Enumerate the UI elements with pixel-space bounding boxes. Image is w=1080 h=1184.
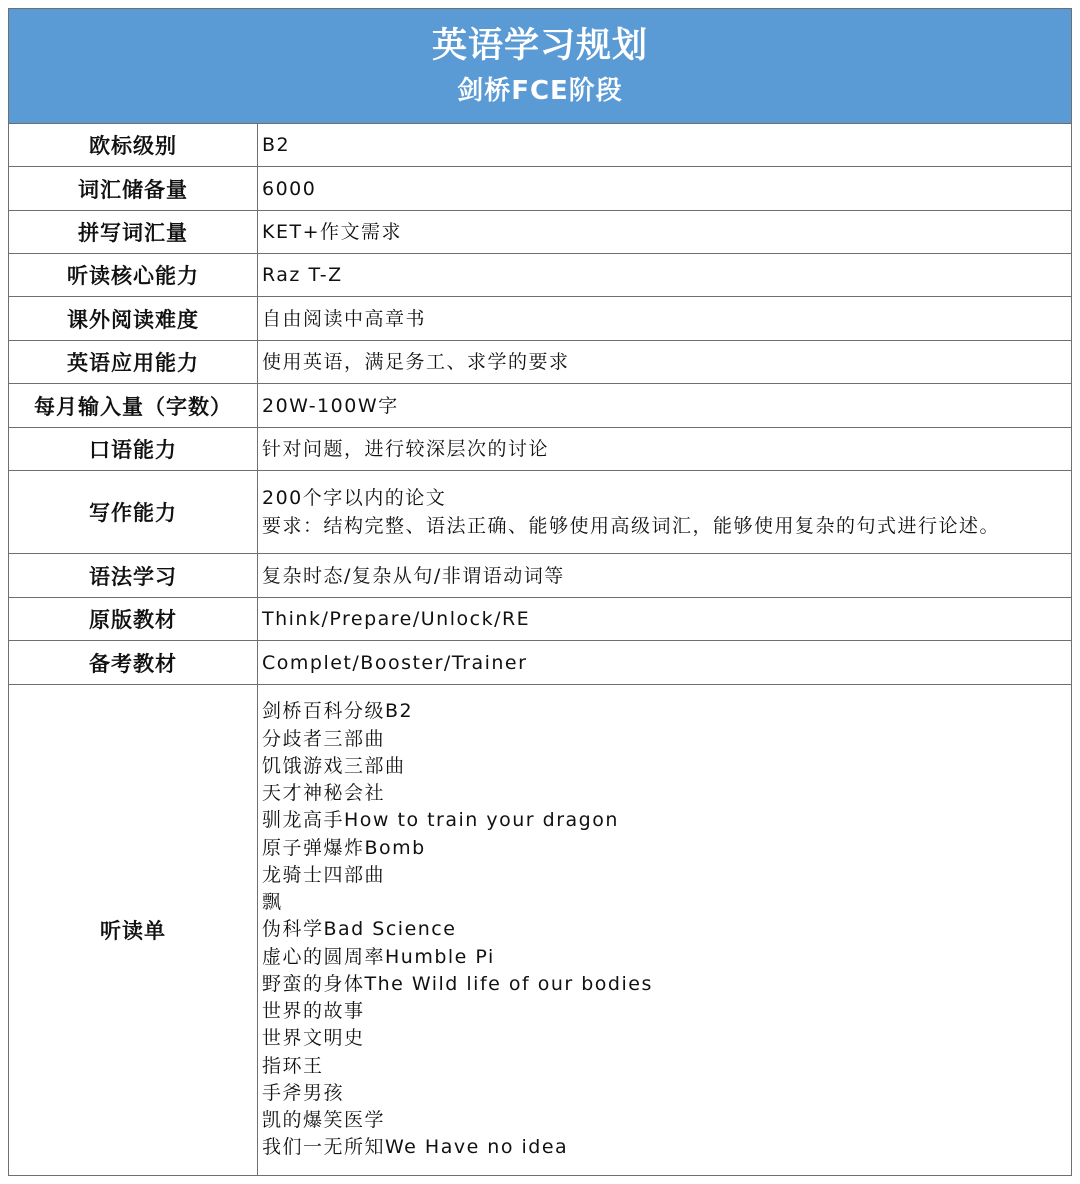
row-value — [258, 211, 1071, 253]
row-label: 写作能力 — [9, 471, 258, 553]
row-value — [258, 341, 1071, 383]
table-row-cefr-level — [9, 124, 1071, 167]
table-row-exam-textbooks — [9, 641, 1071, 685]
row-value-line: 复杂时态/复杂从句/非谓语动词等 — [262, 564, 565, 587]
table-row-speaking — [9, 428, 1071, 471]
row-value — [258, 428, 1071, 470]
page-title: 英语学习规划 — [431, 26, 648, 66]
table-row-application — [9, 341, 1071, 384]
table-header — [9, 9, 1071, 124]
row-value-line: Raz T-Z — [262, 264, 343, 286]
row-label: 词汇储备量 — [9, 167, 258, 210]
list-item: 原子弹爆炸Bomb — [262, 836, 426, 859]
row-value-line: 200个字以内的论文 — [262, 487, 447, 509]
reading-list — [258, 685, 1071, 1175]
table-row-reading-list — [9, 685, 1071, 1175]
row-label: 英语应用能力 — [9, 341, 258, 383]
row-value — [258, 471, 1071, 553]
row-value — [258, 554, 1071, 597]
page-subtitle: 剑桥FCE阶段 — [457, 76, 623, 106]
row-value — [258, 297, 1071, 340]
row-value-line: B2 — [262, 134, 291, 156]
row-value-line: 6000 — [262, 177, 317, 200]
list-item: 指环王 — [262, 1054, 324, 1077]
study-plan-table — [8, 8, 1072, 1176]
row-label: 口语能力 — [9, 428, 258, 470]
list-item: 凯的爆笑医学 — [262, 1109, 386, 1132]
row-value — [258, 254, 1071, 296]
list-item: 世界文明史 — [262, 1027, 365, 1050]
row-label: 语法学习 — [9, 554, 258, 597]
row-value-line: 使用英语，满足务工、求学的要求 — [262, 351, 570, 373]
row-label: 听读单 — [9, 685, 258, 1175]
list-item: 虚心的圆周率Humble Pi — [262, 945, 495, 968]
row-value — [258, 167, 1071, 210]
row-label: 拼写词汇量 — [9, 211, 258, 253]
table-row-monthly-input — [9, 384, 1071, 428]
row-label: 每月输入量（字数） — [9, 384, 258, 427]
row-value — [258, 124, 1071, 166]
table-row-extra-reading — [9, 297, 1071, 341]
row-value — [258, 598, 1071, 640]
list-item: 龙骑士四部曲 — [262, 863, 386, 886]
table-row-listening-reading — [9, 254, 1071, 297]
list-item: 伪科学Bad Science — [262, 918, 457, 941]
row-value-line: Complet/Booster/Trainer — [262, 651, 528, 674]
row-value-line: Think/Prepare/Unlock/RE — [262, 608, 531, 630]
row-label: 原版教材 — [9, 598, 258, 640]
list-item: 驯龙高手How to train your dragon — [262, 809, 619, 832]
list-item: 我们一无所知We Have no idea — [262, 1136, 569, 1159]
list-item: 饥饿游戏三部曲 — [262, 754, 406, 777]
list-item: 剑桥百科分级B2 — [262, 700, 414, 723]
list-item: 飘 — [262, 891, 283, 914]
row-value — [258, 641, 1071, 684]
row-value — [258, 384, 1071, 427]
row-value-line: 针对问题，进行较深层次的讨论 — [262, 438, 550, 460]
row-label: 听读核心能力 — [9, 254, 258, 296]
table-row-grammar — [9, 554, 1071, 598]
row-label: 欧标级别 — [9, 124, 258, 166]
row-label: 备考教材 — [9, 641, 258, 684]
table-row-vocabulary — [9, 167, 1071, 211]
list-item: 天才神秘会社 — [262, 782, 386, 805]
list-item: 世界的故事 — [262, 1000, 365, 1023]
table-row-original-textbooks — [9, 598, 1071, 641]
table-row-writing — [9, 471, 1071, 554]
row-value-line: KET+作文需求 — [262, 221, 402, 243]
row-value-line: 要求：结构完整、语法正确、能够使用高级词汇，能够使用复杂的句式进行论述。 — [262, 515, 1001, 537]
row-value-line: 20W-100W字 — [262, 394, 399, 417]
table-row-spelling — [9, 211, 1071, 254]
row-value-line: 自由阅读中高章书 — [262, 307, 427, 330]
row-label: 课外阅读难度 — [9, 297, 258, 340]
list-item: 分歧者三部曲 — [262, 727, 386, 750]
list-item: 手斧男孩 — [262, 1081, 345, 1104]
list-item: 野蛮的身体The Wild life of our bodies — [262, 972, 653, 995]
